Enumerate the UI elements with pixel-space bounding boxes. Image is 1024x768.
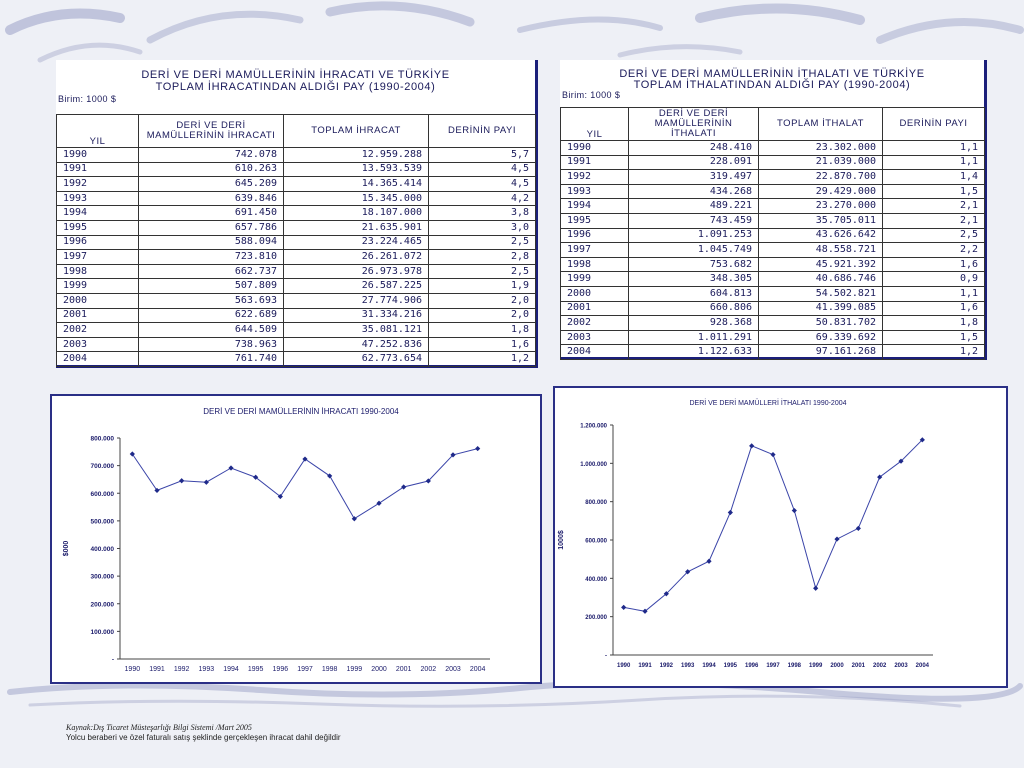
import-table-cell: 1,6 xyxy=(883,301,985,316)
import-table-cell: 23.302.000 xyxy=(759,141,883,156)
data-point xyxy=(376,501,381,506)
export-table-cell: 14.365.414 xyxy=(284,177,429,192)
export-table-cell: 657.786 xyxy=(139,220,284,235)
y-axis-label: 1000$ xyxy=(558,530,565,550)
y-tick-label: 700.000 xyxy=(90,463,114,471)
import-line-chart xyxy=(555,388,1006,686)
export-table-cell: 26.261.072 xyxy=(284,250,429,265)
export-header-year: YIL xyxy=(57,115,139,148)
import-header-leather: DERİ VE DERİ MAMÜLLERİNİN İTHALATI xyxy=(629,108,759,141)
export-table-cell: 4,5 xyxy=(429,162,536,177)
data-point xyxy=(621,605,626,610)
import-table-cell: 1998 xyxy=(561,257,629,272)
import-table-cell: 928.368 xyxy=(629,316,759,331)
export-table-cell: 1,9 xyxy=(429,279,536,294)
export-table-row xyxy=(57,279,536,294)
import-table-row xyxy=(561,213,985,228)
import-table-cell: 1.091.253 xyxy=(629,228,759,243)
x-tick-label: 1997 xyxy=(766,663,780,669)
import-table-cell: 2004 xyxy=(561,345,629,360)
import-table-cell: 23.270.000 xyxy=(759,199,883,214)
export-table-cell: 1999 xyxy=(57,279,139,294)
export-table-cell: 1992 xyxy=(57,177,139,192)
y-tick-label: 600.000 xyxy=(90,490,114,498)
export-table-cell: 2,0 xyxy=(429,293,536,308)
export-table-row xyxy=(57,308,536,323)
y-tick-label: 200.000 xyxy=(90,601,114,609)
import-table-cell: 1,5 xyxy=(883,184,985,199)
export-table-cell: 1995 xyxy=(57,220,139,235)
export-table-row xyxy=(57,235,536,250)
data-point xyxy=(130,451,135,456)
export-table-cell: 26.973.978 xyxy=(284,264,429,279)
x-tick-label: 2001 xyxy=(851,663,866,669)
import-table-cell: 2001 xyxy=(561,301,629,316)
export-table-cell: 1998 xyxy=(57,264,139,279)
import-table-cell: 604.813 xyxy=(629,286,759,301)
export-table-cell: 610.263 xyxy=(139,162,284,177)
import-table-cell: 2003 xyxy=(561,330,629,345)
export-header-leather: DERİ VE DERİ MAMÜLLERİNİN İHRACATI xyxy=(139,115,284,148)
export-table-row xyxy=(57,323,536,338)
export-line-chart xyxy=(52,396,540,682)
export-table-cell: 15.345.000 xyxy=(284,191,429,206)
export-table-cell: 1,2 xyxy=(429,352,536,367)
import-table-cell: 753.682 xyxy=(629,257,759,272)
x-tick-label: 2003 xyxy=(894,663,908,669)
y-axis-label: $000 xyxy=(63,540,70,557)
export-table-row xyxy=(57,177,536,192)
import-table-cell: 248.410 xyxy=(629,141,759,156)
x-tick-label: 1996 xyxy=(744,663,759,669)
chart-title: DERİ VE DERİ MAMÜLLERİ İTHALATI 1990-2004 xyxy=(689,400,847,407)
x-tick-label: 1999 xyxy=(346,666,363,673)
import-table-cell: 2,5 xyxy=(883,228,985,243)
export-table-cell: 2,0 xyxy=(429,308,536,323)
chart-title: DERİ VE DERİ MAMÜLLERİNİN İHRACATI 1990-2004 xyxy=(203,407,399,416)
x-tick-label: 1997 xyxy=(297,666,313,673)
data-point xyxy=(856,526,861,531)
import-header-year: YIL xyxy=(561,108,629,141)
export-table-row xyxy=(57,162,536,177)
import-table-cell: 69.339.692 xyxy=(759,330,883,345)
import-table-row xyxy=(561,199,985,214)
import-table-row xyxy=(561,228,985,243)
data-point xyxy=(352,516,357,521)
import-table-row xyxy=(561,184,985,199)
import-table-cell: 228.091 xyxy=(629,155,759,170)
x-tick-label: 2002 xyxy=(420,666,437,673)
x-tick-label: 1992 xyxy=(173,666,190,673)
import-table-cell: 2000 xyxy=(561,286,629,301)
import-table-row xyxy=(561,170,985,185)
export-table-row xyxy=(57,250,536,265)
export-table-cell: 31.334.216 xyxy=(284,308,429,323)
import-table-unit: Birim: 1000 $ xyxy=(562,90,621,100)
import-table-row xyxy=(561,141,985,156)
export-table-cell: 23.224.465 xyxy=(284,235,429,250)
import-table-cell: 50.831.702 xyxy=(759,316,883,331)
import-table-cell: 43.626.642 xyxy=(759,228,883,243)
import-table-cell: 1.045.749 xyxy=(629,243,759,258)
x-tick-label: 1991 xyxy=(638,663,652,669)
export-table-cell: 1,6 xyxy=(429,337,536,352)
x-tick-label: 2001 xyxy=(395,666,412,673)
import-table-cell: 0,9 xyxy=(883,272,985,287)
import-table-row xyxy=(561,316,985,331)
y-tick-label: 200.000 xyxy=(585,615,607,622)
export-table-cell: 62.773.654 xyxy=(284,352,429,367)
export-table-cell: 12.959.288 xyxy=(284,148,429,163)
export-table-cell: 742.078 xyxy=(139,148,284,163)
import-table-cell: 434.268 xyxy=(629,184,759,199)
series-line xyxy=(624,440,923,612)
export-table-cell: 639.846 xyxy=(139,191,284,206)
import-table-cell: 54.502.821 xyxy=(759,286,883,301)
export-table-cell: 2003 xyxy=(57,337,139,352)
import-table-cell: 1991 xyxy=(561,155,629,170)
export-table-cell: 645.209 xyxy=(139,177,284,192)
import-table-cell: 1994 xyxy=(561,199,629,214)
import-table xyxy=(560,107,985,360)
x-tick-label: 1995 xyxy=(247,666,264,673)
y-tick-label: 600.000 xyxy=(585,538,607,545)
x-tick-label: 1993 xyxy=(680,663,695,669)
import-table-cell: 1,1 xyxy=(883,286,985,301)
export-table-cell: 507.809 xyxy=(139,279,284,294)
y-tick-label: - xyxy=(605,653,607,660)
import-table-cell: 1,8 xyxy=(883,316,985,331)
export-table-cell: 4,5 xyxy=(429,177,536,192)
export-header-share: DERİNİN PAYI xyxy=(429,115,536,148)
import-table-row xyxy=(561,286,985,301)
import-table-cell: 1,4 xyxy=(883,170,985,185)
export-table-cell: 35.081.121 xyxy=(284,323,429,338)
data-point xyxy=(813,586,818,591)
export-table-cell: 644.509 xyxy=(139,323,284,338)
import-table-cell: 2,1 xyxy=(883,199,985,214)
import-table-row xyxy=(561,272,985,287)
x-tick-label: 1992 xyxy=(659,663,674,669)
import-table-cell: 45.921.392 xyxy=(759,257,883,272)
export-table-cell: 622.689 xyxy=(139,308,284,323)
export-table-cell: 761.740 xyxy=(139,352,284,367)
export-table-cell: 21.635.901 xyxy=(284,220,429,235)
export-table-cell: 1994 xyxy=(57,206,139,221)
import-table-title-line1: DERİ VE DERİ MAMÜLLERİNİN İTHALATI VE TÜRKİYE xyxy=(619,68,925,80)
import-table-cell: 1996 xyxy=(561,228,629,243)
data-point xyxy=(475,446,480,451)
export-table-unit: Birim: 1000 $ xyxy=(58,94,117,104)
x-tick-label: 2000 xyxy=(830,663,844,669)
export-table-cell: 2004 xyxy=(57,352,139,367)
footnote: Yolcu beraberi ve özel faturalı satış şeklinde gerçekleşen ihracat dahil değildir xyxy=(66,733,341,742)
y-tick-label: - xyxy=(111,656,114,664)
export-table-row xyxy=(57,206,536,221)
import-chart-panel xyxy=(553,386,1008,688)
export-table-panel xyxy=(56,60,538,368)
x-tick-label: 1995 xyxy=(723,663,738,669)
export-table-row xyxy=(57,148,536,163)
x-tick-label: 2000 xyxy=(371,666,387,673)
import-table-cell: 660.806 xyxy=(629,301,759,316)
x-tick-label: 2003 xyxy=(445,666,461,673)
export-table-cell: 4,2 xyxy=(429,191,536,206)
export-table-row xyxy=(57,220,536,235)
export-table-cell: 2002 xyxy=(57,323,139,338)
import-table-cell: 22.870.700 xyxy=(759,170,883,185)
y-tick-label: 800.000 xyxy=(585,500,607,507)
export-table-cell: 18.107.000 xyxy=(284,206,429,221)
import-table-row xyxy=(561,257,985,272)
export-table-row xyxy=(57,293,536,308)
import-table-cell: 1.011.291 xyxy=(629,330,759,345)
import-table-cell: 48.558.721 xyxy=(759,243,883,258)
import-table-cell: 35.705.011 xyxy=(759,213,883,228)
import-table-cell: 21.039.000 xyxy=(759,155,883,170)
export-table-cell: 26.587.225 xyxy=(284,279,429,294)
export-table-cell: 1993 xyxy=(57,191,139,206)
import-table-cell: 489.221 xyxy=(629,199,759,214)
import-table-row xyxy=(561,345,985,360)
import-table-cell: 1997 xyxy=(561,243,629,258)
export-table-row xyxy=(57,337,536,352)
export-table-cell: 1996 xyxy=(57,235,139,250)
data-point xyxy=(228,465,233,470)
import-table-cell: 1992 xyxy=(561,170,629,185)
y-tick-label: 100.000 xyxy=(90,628,114,636)
y-tick-label: 500.000 xyxy=(90,518,114,526)
data-point xyxy=(706,559,711,564)
export-table-row xyxy=(57,191,536,206)
export-table-row xyxy=(57,264,536,279)
export-table-cell: 588.094 xyxy=(139,235,284,250)
import-table-cell: 2,2 xyxy=(883,243,985,258)
import-table-cell: 1,1 xyxy=(883,141,985,156)
export-table-cell: 2,5 xyxy=(429,235,536,250)
export-table-cell: 723.810 xyxy=(139,250,284,265)
import-table-cell: 1,2 xyxy=(883,345,985,360)
import-table-cell: 2002 xyxy=(561,316,629,331)
export-table-title-line1: DERİ VE DERİ MAMÜLLERİNİN İHRACATI VE TÜRKİYE xyxy=(141,69,450,81)
data-point xyxy=(749,443,754,448)
export-table-cell: 1997 xyxy=(57,250,139,265)
export-table-cell: 13.593.539 xyxy=(284,162,429,177)
export-table-row xyxy=(57,352,536,367)
x-tick-label: 1990 xyxy=(616,663,631,669)
x-tick-label: 1996 xyxy=(272,666,289,673)
export-table-cell: 563.693 xyxy=(139,293,284,308)
x-tick-label: 1993 xyxy=(198,666,215,673)
x-tick-label: 1990 xyxy=(124,666,141,673)
export-table-cell: 47.252.836 xyxy=(284,337,429,352)
import-table-row xyxy=(561,301,985,316)
data-point xyxy=(792,508,797,513)
export-table-cell: 1991 xyxy=(57,162,139,177)
import-table-row xyxy=(561,330,985,345)
import-header-total: TOPLAM İTHALAT xyxy=(759,108,883,141)
import-table-row xyxy=(561,243,985,258)
export-table-cell: 2,8 xyxy=(429,250,536,265)
export-table-cell: 5,7 xyxy=(429,148,536,163)
x-tick-label: 2002 xyxy=(872,663,887,669)
export-table-cell: 2,5 xyxy=(429,264,536,279)
x-tick-label: 2004 xyxy=(469,666,486,673)
import-table-row xyxy=(561,155,985,170)
data-point xyxy=(770,452,775,457)
import-table-cell: 29.429.000 xyxy=(759,184,883,199)
data-point xyxy=(728,510,733,515)
import-table-cell: 348.305 xyxy=(629,272,759,287)
export-table-cell: 662.737 xyxy=(139,264,284,279)
import-table-cell: 1993 xyxy=(561,184,629,199)
y-tick-label: 300.000 xyxy=(90,573,114,581)
import-table-cell: 319.497 xyxy=(629,170,759,185)
y-tick-label: 1.000.000 xyxy=(580,461,607,468)
data-point xyxy=(179,478,184,483)
data-point xyxy=(834,536,839,541)
export-chart-panel xyxy=(50,394,542,684)
import-table-cell: 743.459 xyxy=(629,213,759,228)
import-table-cell: 1,6 xyxy=(883,257,985,272)
x-tick-label: 1998 xyxy=(321,666,338,673)
import-table-cell: 1.122.633 xyxy=(629,345,759,360)
export-table-cell: 1990 xyxy=(57,148,139,163)
import-header-share: DERİNİN PAYI xyxy=(883,108,985,141)
y-tick-label: 400.000 xyxy=(90,546,114,553)
import-table-cell: 1990 xyxy=(561,141,629,156)
import-table-cell: 2,1 xyxy=(883,213,985,228)
y-tick-label: 800.000 xyxy=(90,435,114,443)
y-tick-label: 1.200.000 xyxy=(580,423,607,430)
import-table-panel xyxy=(560,60,987,360)
import-table-cell: 1,5 xyxy=(883,330,985,345)
import-table-cell: 1995 xyxy=(561,213,629,228)
x-tick-label: 1998 xyxy=(787,663,802,669)
import-table-cell: 41.399.085 xyxy=(759,301,883,316)
export-header-total: TOPLAM İHRACAT xyxy=(284,115,429,148)
x-tick-label: 1999 xyxy=(808,663,823,669)
import-table-cell: 1999 xyxy=(561,272,629,287)
export-table-cell: 27.774.906 xyxy=(284,293,429,308)
x-tick-label: 1994 xyxy=(702,663,716,669)
export-table xyxy=(56,114,536,367)
export-table-cell: 3,8 xyxy=(429,206,536,221)
export-table-title-line2: TOPLAM İHRACATINDAN ALDIĞI PAY (1990-2004) xyxy=(155,81,436,93)
x-tick-label: 2004 xyxy=(915,663,930,669)
import-table-cell: 97.161.268 xyxy=(759,345,883,360)
import-table-title-line2: TOPLAM İTHALATINDAN ALDIĞI PAY (1990-2004) xyxy=(633,79,911,91)
source-note: Kaynak:Dış Ticaret Müsteşarlığı Bilgi Sistemi /Mart 2005 xyxy=(66,723,252,732)
export-table-cell: 691.450 xyxy=(139,206,284,221)
x-tick-label: 1994 xyxy=(223,666,239,673)
import-table-cell: 1,1 xyxy=(883,155,985,170)
x-tick-label: 1991 xyxy=(149,666,165,673)
export-table-cell: 2001 xyxy=(57,308,139,323)
import-table-cell: 40.686.746 xyxy=(759,272,883,287)
data-point xyxy=(204,480,209,485)
export-table-cell: 3,0 xyxy=(429,220,536,235)
export-table-cell: 2000 xyxy=(57,293,139,308)
export-table-cell: 1,8 xyxy=(429,323,536,338)
export-table-cell: 738.963 xyxy=(139,337,284,352)
y-tick-label: 400.000 xyxy=(585,576,607,583)
